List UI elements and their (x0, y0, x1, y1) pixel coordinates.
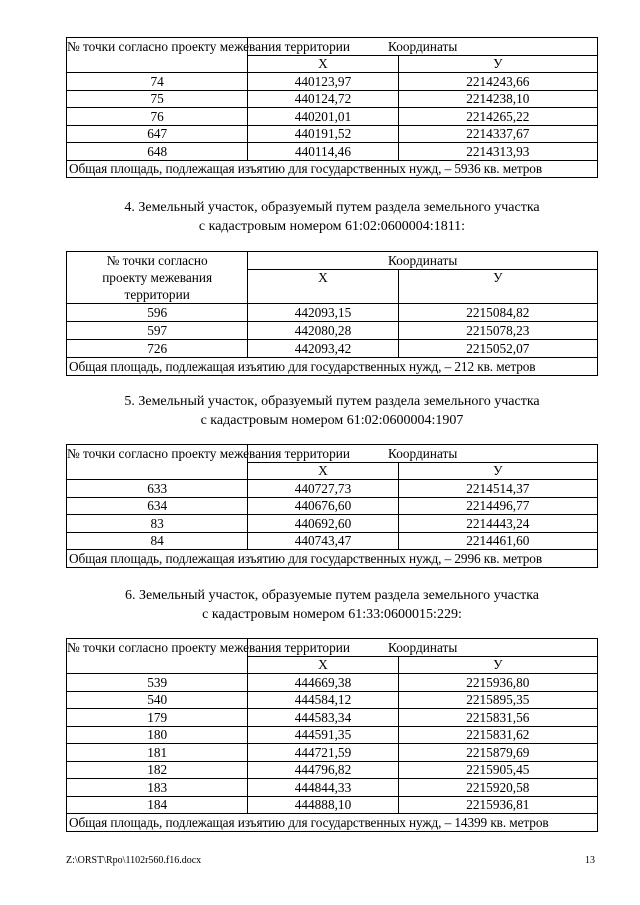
section-4-heading (66, 198, 598, 236)
point-number-cell: 184 (67, 796, 248, 814)
point-number-cell: 633 (67, 480, 248, 498)
y-coordinate-cell: 2215936,80 (398, 674, 597, 692)
point-number-cell: 180 (67, 726, 248, 744)
point-number-cell: 647 (67, 125, 248, 143)
x-coordinate-cell: 442093,15 (248, 304, 398, 322)
total-area: Общая площадь, подлежащая изъятию для государственных нужд, – 2996 кв. метров (67, 550, 598, 568)
table-row (67, 515, 598, 533)
x-coordinate-cell: 444796,82 (248, 761, 398, 779)
y-column-header: У (398, 270, 597, 304)
table-row (67, 744, 598, 762)
y-column-header: У (398, 55, 597, 73)
table-row (67, 691, 598, 709)
y-coordinate-cell: 2214461,60 (398, 532, 597, 550)
coordinates-table-6 (66, 638, 598, 832)
point-header-line2: проекту межевания (102, 270, 213, 285)
table-row (67, 480, 598, 498)
table-row (67, 340, 598, 358)
point-number-cell: 596 (67, 304, 248, 322)
section-4-heading-line1: 4. Земельный участок, образуемый путем раздела земельного участка (124, 200, 540, 215)
table-row (67, 143, 598, 161)
y-coordinate-cell: 2215920,58 (398, 779, 597, 797)
x-column-header: Х (248, 462, 398, 480)
y-column-header: У (398, 462, 597, 480)
x-coordinate-cell: 444888,10 (248, 796, 398, 814)
y-coordinate-cell: 2214243,66 (398, 73, 597, 91)
point-number-cell: 648 (67, 143, 248, 161)
section-6-heading-line2: с кадастровым номером 61:33:0600015:229: (202, 607, 462, 622)
y-coordinate-cell: 2215895,35 (398, 691, 597, 709)
y-coordinate-cell: 2215879,69 (398, 744, 597, 762)
y-coordinate-cell: 2214514,37 (398, 480, 597, 498)
y-coordinate-cell: 2215905,45 (398, 761, 597, 779)
table-row (67, 779, 598, 797)
x-column-header: Х (248, 270, 398, 304)
point-number-cell: 84 (67, 532, 248, 550)
total-area: Общая площадь, подлежащая изъятию для государственных нужд, – 212 кв. метров (67, 358, 598, 376)
table-row (67, 125, 598, 143)
point-column-header: № точки согласно проекту межевания территории (67, 38, 248, 73)
coordinates-table-5 (66, 444, 598, 568)
x-coordinate-cell: 444584,12 (248, 691, 398, 709)
point-number-cell: 183 (67, 779, 248, 797)
y-coordinate-cell: 2214313,93 (398, 143, 597, 161)
section-5-heading-line1: 5. Земельный участок, образуемый путем раздела земельного участка (124, 394, 540, 409)
point-number-cell: 83 (67, 515, 248, 533)
x-coordinate-cell: 440743,47 (248, 532, 398, 550)
x-coordinate-cell: 440201,01 (248, 108, 398, 126)
page-number: 13 (585, 855, 595, 866)
coordinates-column-header: Координаты (248, 252, 598, 270)
coordinates-column-header: Координаты (248, 445, 598, 463)
y-coordinate-cell: 2215052,07 (398, 340, 597, 358)
x-coordinate-cell: 440676,60 (248, 497, 398, 515)
y-coordinate-cell: 2215084,82 (398, 304, 597, 322)
y-column-header: У (398, 656, 597, 674)
footer-file-path: Z:\ORST\Rpo\1102r560.f16.docx (66, 855, 202, 866)
table-row (67, 322, 598, 340)
x-coordinate-cell: 444669,38 (248, 674, 398, 692)
point-number-cell: 74 (67, 73, 248, 91)
table-row (67, 532, 598, 550)
x-coordinate-cell: 444844,33 (248, 779, 398, 797)
y-coordinate-cell: 2214337,67 (398, 125, 597, 143)
x-coordinate-cell: 440692,60 (248, 515, 398, 533)
section-6-heading (66, 586, 598, 624)
x-coordinate-cell: 444591,35 (248, 726, 398, 744)
coordinates-column-header: Координаты (248, 38, 598, 56)
point-number-cell: 539 (67, 674, 248, 692)
point-number-cell: 75 (67, 90, 248, 108)
point-number-cell: 726 (67, 340, 248, 358)
y-coordinate-cell: 2214238,10 (398, 90, 597, 108)
point-number-cell: 540 (67, 691, 248, 709)
total-area: Общая площадь, подлежащая изъятию для государственных нужд, – 14399 кв. метров (67, 814, 598, 832)
x-coordinate-cell: 442093,42 (248, 340, 398, 358)
table-row (67, 304, 598, 322)
table-row (67, 726, 598, 744)
y-coordinate-cell: 2215831,56 (398, 709, 597, 727)
table-row (67, 108, 598, 126)
point-column-header (67, 252, 248, 304)
x-coordinate-cell: 444721,59 (248, 744, 398, 762)
point-column-header: № точки согласно проекту межевания территории (67, 639, 248, 674)
section-5-heading (66, 392, 598, 430)
table-row (67, 90, 598, 108)
point-number-cell: 76 (67, 108, 248, 126)
x-coordinate-cell: 442080,28 (248, 322, 398, 340)
table-row (67, 674, 598, 692)
total-area: Общая площадь, подлежащая изъятию для государственных нужд, – 5936 кв. метров (67, 160, 598, 178)
point-column-header: № точки согласно проекту межевания территории (67, 445, 248, 480)
x-coordinate-cell: 440727,73 (248, 480, 398, 498)
table-row (67, 73, 598, 91)
table-row (67, 761, 598, 779)
point-header-line3: территории (124, 287, 190, 302)
point-number-cell: 179 (67, 709, 248, 727)
x-column-header: Х (248, 55, 398, 73)
x-coordinate-cell: 444583,34 (248, 709, 398, 727)
coordinates-table-3 (66, 37, 598, 178)
point-number-cell: 634 (67, 497, 248, 515)
coordinates-column-header: Координаты (248, 639, 598, 657)
x-coordinate-cell: 440124,72 (248, 90, 398, 108)
y-coordinate-cell: 2214265,22 (398, 108, 597, 126)
coordinates-table-4 (66, 251, 598, 376)
x-coordinate-cell: 440114,46 (248, 143, 398, 161)
y-coordinate-cell: 2215936,81 (398, 796, 597, 814)
section-4-heading-line2: с кадастровым номером 61:02:0600004:1811: (198, 219, 466, 234)
point-number-cell: 182 (67, 761, 248, 779)
point-header-line1: № точки согласно (106, 253, 208, 268)
y-coordinate-cell: 2214443,24 (398, 515, 597, 533)
table-row (67, 709, 598, 727)
y-coordinate-cell: 2215078,23 (398, 322, 597, 340)
point-number-cell: 181 (67, 744, 248, 762)
x-column-header: Х (248, 656, 398, 674)
section-6-heading-line1: 6. Земельный участок, образуемые путем раздела земельного участка (124, 588, 540, 603)
x-coordinate-cell: 440123,97 (248, 73, 398, 91)
table-row (67, 497, 598, 515)
x-coordinate-cell: 440191,52 (248, 125, 398, 143)
section-5-heading-line2: с кадастровым номером 61:02:0600004:1907 (200, 413, 464, 428)
y-coordinate-cell: 2214496,77 (398, 497, 597, 515)
point-number-cell: 597 (67, 322, 248, 340)
table-row (67, 796, 598, 814)
y-coordinate-cell: 2215831,62 (398, 726, 597, 744)
